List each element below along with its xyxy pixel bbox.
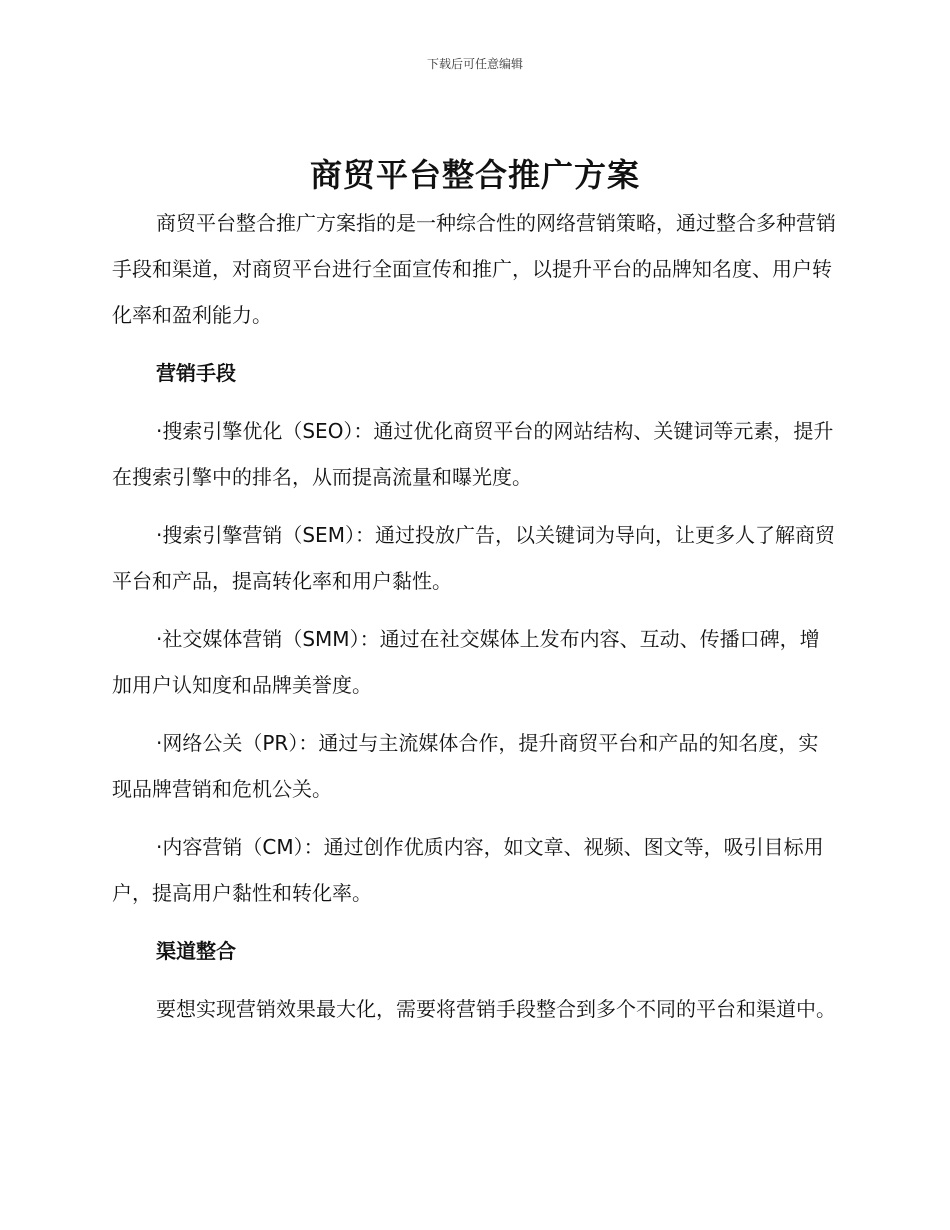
section-heading-channel-integration: 渠道整合 xyxy=(156,939,236,963)
bullet-marker: · xyxy=(156,731,163,755)
bullet-marker: · xyxy=(156,419,163,443)
intro-paragraph: 商贸平台整合推广方案指的是一种综合性的网络营销策略，通过整合多种营销手段和渠道，对商贸平台进行全面宣传和推广，以提升平台的品牌知名度、用户转化率和盈利能力。 xyxy=(112,211,836,327)
list-item xyxy=(112,512,838,604)
section-heading-marketing-methods: 营销手段 xyxy=(156,361,236,385)
document-body xyxy=(112,200,838,1044)
list-item-text: 搜索引擎优化（SEO）：通过优化商贸平台的网站结构、关键词等元素，提升在搜索引擎中的排名，从而提高流量和曝光度。 xyxy=(112,419,834,489)
list-item-text: 内容营销（CM）：通过创作优质内容，如文章、视频、图文等，吸引目标用户，提高用户黏性和转化率。 xyxy=(112,835,824,905)
list-item xyxy=(112,408,838,500)
bullet-marker: · xyxy=(156,835,163,859)
channel-paragraph: 要想实现营销效果最大化，需要将营销手段整合到多个不同的平台和渠道中。 xyxy=(156,997,836,1021)
list-item-text: 网络公关（PR）：通过与主流媒体合作，提升商贸平台和产品的知名度，实现品牌营销和危机公关。 xyxy=(112,731,819,801)
list-item-text: 搜索引擎营销（SEM）：通过投放广告，以关键词为导向，让更多人了解商贸平台和产品，提高转化率和用户黏性。 xyxy=(112,523,835,593)
list-item-text: 社交媒体营销（SMM）：通过在社交媒体上发布内容、互动、传播口碑，增加用户认知度和品牌美誉度。 xyxy=(112,627,820,697)
header-note: 下载后可任意编辑 xyxy=(426,57,523,71)
list-item xyxy=(112,720,838,812)
list-item xyxy=(112,616,838,708)
document-title: 商贸平台整合推广方案 xyxy=(309,156,640,194)
bullet-marker: · xyxy=(156,523,163,547)
bullet-marker: · xyxy=(156,627,163,651)
list-item xyxy=(112,824,838,916)
